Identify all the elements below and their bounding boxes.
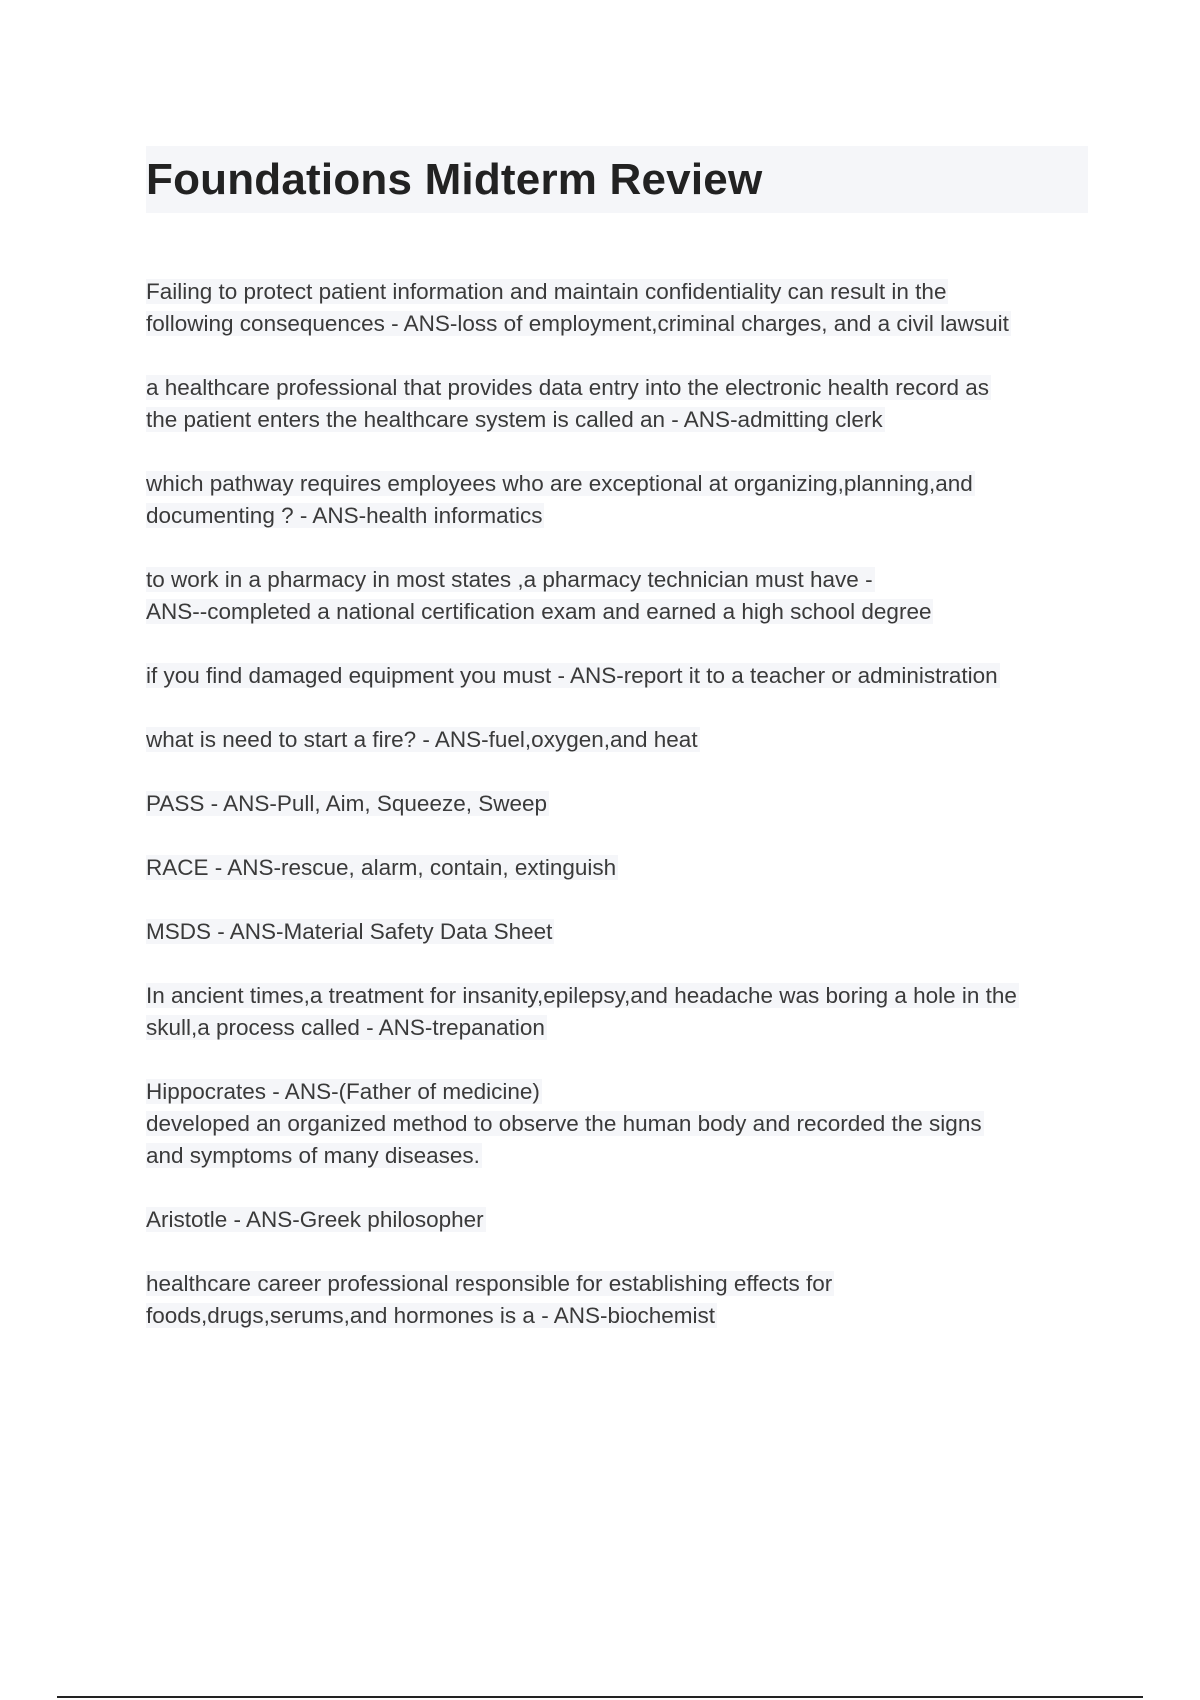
qa-line: Aristotle - ANS-Greek philosopher xyxy=(146,1207,484,1232)
qa-line: the patient enters the healthcare system is called an - ANS-admitting clerk xyxy=(146,407,883,432)
qa-line: ANS--completed a national certification exam and earned a high school degree xyxy=(146,599,932,624)
page-bottom-rule xyxy=(57,1696,1143,1698)
qa-item xyxy=(146,1204,1096,1236)
qa-line: Failing to protect patient information and maintain confidentiality can result in the xyxy=(146,279,947,304)
qa-item xyxy=(146,564,1096,628)
qa-line: if you find damaged equipment you must - ANS-report it to a teacher or administration xyxy=(146,663,998,688)
qa-item xyxy=(146,660,1096,692)
qa-item xyxy=(146,980,1096,1044)
qa-line: which pathway requires employees who are exceptional at organizing,planning,and xyxy=(146,471,973,496)
qa-line: what is need to start a fire? - ANS-fuel,oxygen,and heat xyxy=(146,727,698,752)
qa-item xyxy=(146,852,1096,884)
qa-line: RACE - ANS-rescue, alarm, contain, extinguish xyxy=(146,855,617,880)
qa-line: MSDS - ANS-Material Safety Data Sheet xyxy=(146,919,553,944)
qa-line: following consequences - ANS-loss of employment,criminal charges, and a civil lawsuit xyxy=(146,311,1009,336)
qa-item xyxy=(146,276,1096,340)
document-title: Foundations Midterm Review xyxy=(146,155,763,204)
qa-line: to work in a pharmacy in most states ,a pharmacy technician must have - xyxy=(146,567,873,592)
qa-item xyxy=(146,468,1096,532)
qa-item xyxy=(146,916,1096,948)
qa-line: foods,drugs,serums,and hormones is a - ANS-biochemist xyxy=(146,1303,716,1328)
qa-item xyxy=(146,724,1096,756)
qa-item xyxy=(146,1268,1096,1332)
qa-line: developed an organized method to observe the human body and recorded the signs xyxy=(146,1111,982,1136)
qa-line: healthcare career professional responsible for establishing effects for xyxy=(146,1271,833,1296)
qa-line: Hippocrates - ANS-(Father of medicine) xyxy=(146,1079,540,1104)
qa-line: PASS - ANS-Pull, Aim, Squeeze, Sweep xyxy=(146,791,548,816)
qa-list xyxy=(146,276,1096,1364)
qa-line: documenting ? - ANS-health informatics xyxy=(146,503,543,528)
qa-line: and symptoms of many diseases. xyxy=(146,1143,480,1168)
qa-line: a healthcare professional that provides data entry into the electronic health record as xyxy=(146,375,990,400)
qa-item xyxy=(146,372,1096,436)
qa-line: In ancient times,a treatment for insanity,epilepsy,and headache was boring a hole in the xyxy=(146,983,1017,1008)
qa-item xyxy=(146,1076,1096,1172)
qa-item xyxy=(146,788,1096,820)
qa-line: skull,a process called - ANS-trepanation xyxy=(146,1015,545,1040)
